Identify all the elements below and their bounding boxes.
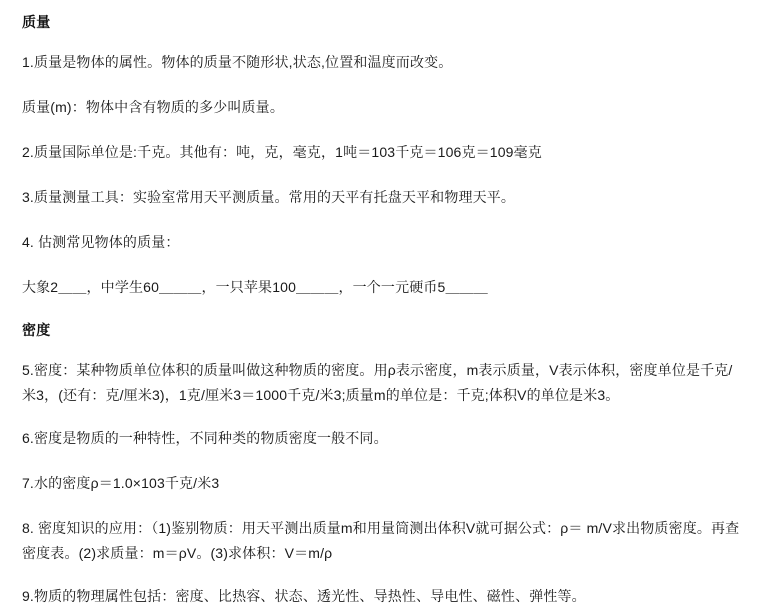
paragraph-density-8: 8. 密度知识的应用：（1)鉴别物质：用天平测出质量m和用量筒测出体积V就可据公式：ρ＝ m/V求出物质密度。再查密度表。(2)求质量：m＝ρV。(3)求体积：V＝m/ρ	[22, 520, 740, 561]
section-density	[22, 320, 741, 609]
paragraph-density-7: 7.水的密度ρ＝1.0×103千克/米3	[22, 475, 220, 491]
paragraph-density-6: 6.密度是物质的一种特性，不同种类的物质密度一般不同。	[22, 430, 388, 446]
paragraph-mass-1: 1.质量是物体的属性。物体的质量不随形状,状态,位置和温度而改变。	[22, 54, 453, 70]
paragraph-mass-estimates: 大象2＿＿，中学生60＿＿＿，一只苹果100＿＿＿，一个一元硬币5＿＿＿	[22, 279, 488, 295]
paragraph-mass-definition: 质量(m)：物体中含有物质的多少叫质量。	[22, 99, 284, 115]
section-heading-density: 密度	[22, 322, 51, 338]
paragraph-density-5: 5.密度：某种物质单位体积的质量叫做这种物质的密度。用ρ表示密度，m表示质量，V表示体积，密度单位是千克/米3，(还有：克/厘米3)，1克/厘米3＝1000千克/米3;质量m的单位是：千克;体积V的单位是米3。	[22, 362, 733, 403]
section-mass	[22, 12, 741, 300]
paragraph-mass-4: 4. 估测常见物体的质量：	[22, 234, 180, 250]
paragraph-mass-3: 3.质量测量工具：实验室常用天平测质量。常用的天平有托盘天平和物理天平。	[22, 189, 516, 205]
paragraph-mass-2: 2.质量国际单位是:千克。其他有：吨，克，毫克，1吨＝103千克＝106克＝109毫克	[22, 144, 542, 160]
section-heading-mass: 质量	[22, 14, 51, 30]
paragraph-density-9: 9.物质的物理属性包括：密度、比热容、状态、透光性、导热性、导电性、磁性、弹性等。	[22, 588, 586, 604]
